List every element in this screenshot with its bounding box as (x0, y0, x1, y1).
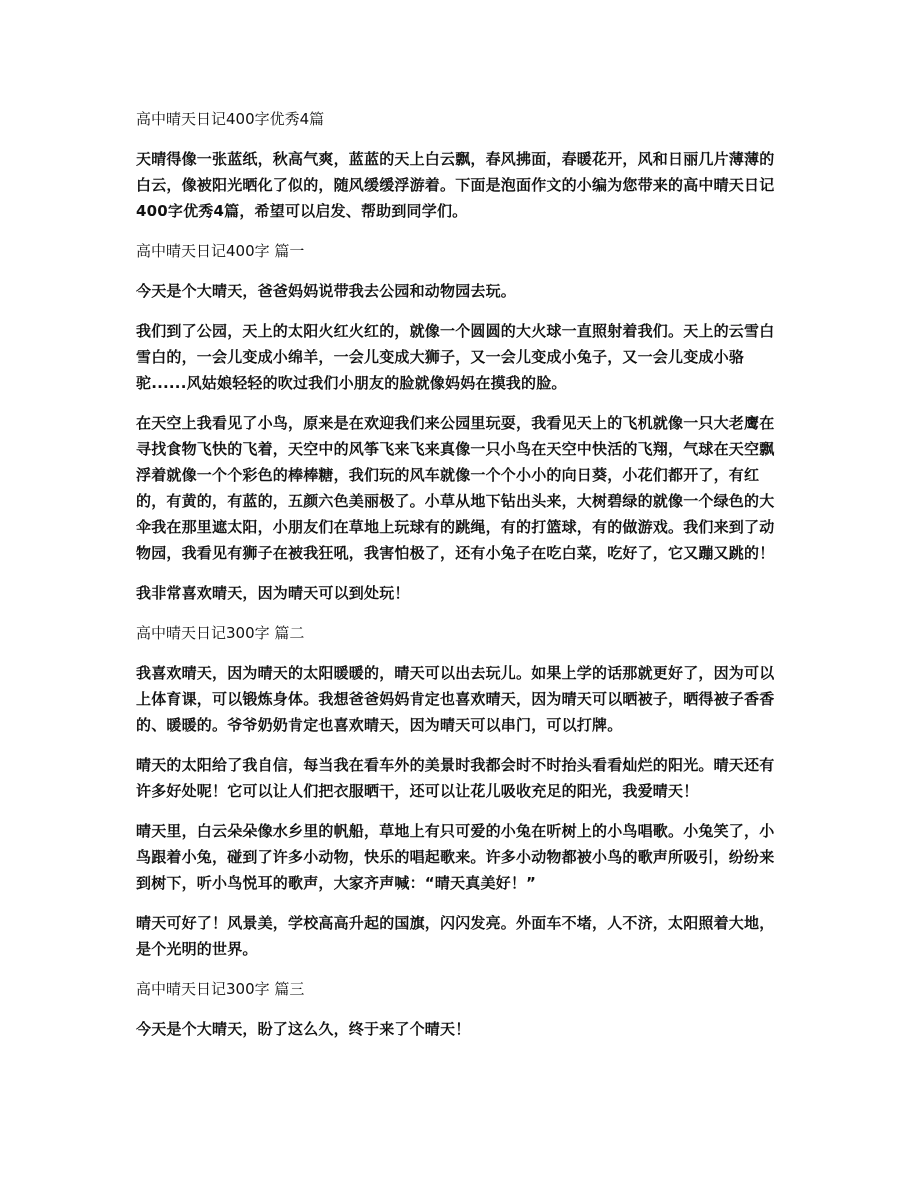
section-2-paragraph-1: 我喜欢晴天，因为晴天的太阳暖暖的，晴天可以出去玩儿。如果上学的话那就更好了，因为可以上体育课，可以锻炼身体。我想爸爸妈妈肯定也喜欢晴天，因为晴天可以晒被子，晒得被子香香的、暖暖的。爷爷奶奶肯定也喜欢晴天，因为晴天可以串门，可以打牌。 (136, 664, 775, 734)
section-2-paragraph-3: 晴天里，白云朵朵像水乡里的帆船，草地上有只可爱的小兔在听树上的小鸟唱歌。小兔笑了，小鸟跟着小兔，碰到了许多小动物，快乐的唱起歌来。许多小动物都被小鸟的歌声所吸引，纷纷来到树下，听小鸟悦耳的歌声，大家齐声喊：“晴天真美好！” (136, 822, 775, 892)
section-1-paragraph-4: 我非常喜欢晴天，因为晴天可以到处玩！ (136, 584, 410, 602)
section-2-paragraph-2: 晴天的太阳给了我自信，每当我在看车外的美景时我都会时不时抬头看看灿烂的阳光。晴天还有许多好处呢！它可以让人们把衣服晒干，还可以让花儿吸收充足的阳光，我爱晴天！ (136, 756, 775, 800)
document-content (136, 106, 784, 1056)
document-title: 高中晴天日记400字优秀4篇 (136, 110, 325, 128)
intro-paragraph: 天晴得像一张蓝纸，秋高气爽，蓝蓝的天上白云飘，春风拂面，春暖花开，风和日丽几片薄薄的白云，像被阳光晒化了似的，随风缓缓浮游着。下面是泡面作文的小编为您带来的高中晴天日记400字优秀4篇，希望可以启发、帮助到同学们。 (136, 150, 775, 220)
section-1-paragraph-3: 在天空上我看见了小鸟，原来是在欢迎我们来公园里玩耍，我看见天上的飞机就像一只大老鹰在寻找食物飞快的飞着，天空中的风筝飞来飞来真像一只小鸟在天空中快活的飞翔，气球在天空飘浮着就像一个个彩色的棒棒糖，我们玩的风车就像一个个小小的向日葵，小花们都开了，有红的，有黄的，有蓝的，五颜六色美丽极了。小草从地下钻出头来，大树碧绿的就像一个绿色的大伞我在那里遮太阳，小朋友们在草地上玩球有的跳绳，有的打篮球，有的做游戏。我们来到了动物园，我看见有狮子在被我狂吼，我害怕极了，还有小兔子在吃白菜，吃好了，它又蹦又跳的！ (136, 414, 775, 562)
section-3-heading: 高中晴天日记300字 篇三 (136, 980, 305, 998)
section-3-paragraph-1: 今天是个大晴天，盼了这么久，终于来了个晴天！ (136, 1020, 471, 1038)
section-1-heading: 高中晴天日记400字 篇一 (136, 242, 305, 260)
section-2-paragraph-4: 晴天可好了！风景美，学校高高升起的国旗，闪闪发亮。外面车不堵，人不济，太阳照着大地，是个光明的世界。 (136, 914, 775, 958)
section-1-paragraph-1: 今天是个大晴天，爸爸妈妈说带我去公园和动物园去玩。 (136, 282, 517, 300)
section-2-heading: 高中晴天日记300字 篇二 (136, 624, 305, 642)
section-1-paragraph-2: 我们到了公园，天上的太阳火红火红的，就像一个圆圆的大火球一直照射着我们。天上的云雪白雪白的，一会儿变成小绵羊，一会儿变成大狮子，又一会儿变成小兔子，又一会儿变成小骆驼......风姑娘轻轻的吹过我们小朋友的脸就像妈妈在摸我的脸。 (136, 322, 775, 392)
